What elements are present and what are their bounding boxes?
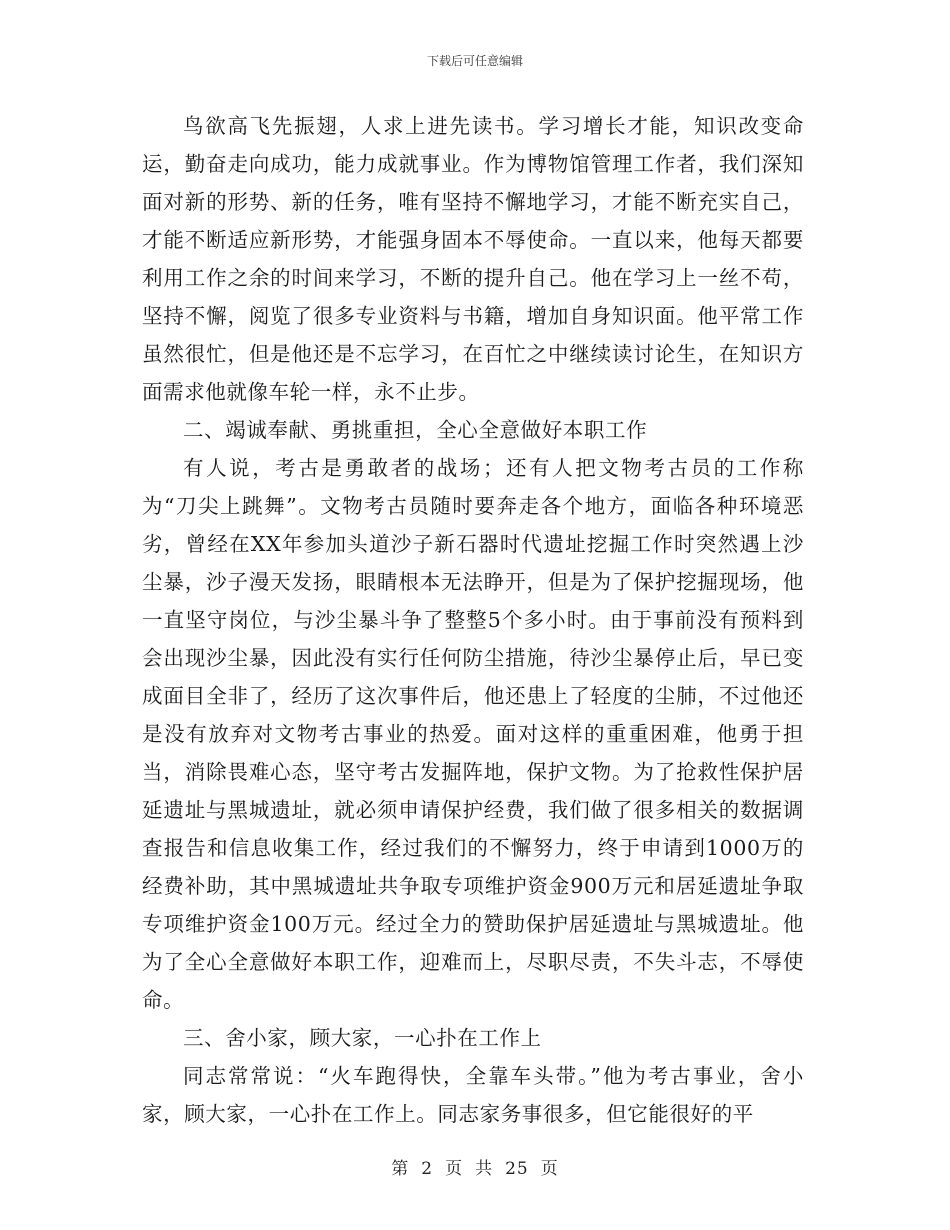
footer-total-prefix: 共	[475, 1159, 494, 1179]
page-footer	[0, 1154, 950, 1179]
footer-suffix: 页	[540, 1159, 559, 1179]
paragraph-family: 同志常常说：“火车跑得快，全靠车头带。”他为考古事业，舍小家，顾大家，一心扑在工作上。同志家务事很多，但它能很好的平	[142, 1064, 804, 1126]
page-header: 下载后可任意编辑	[426, 54, 523, 68]
paragraph-dedication: 有人说，考古是勇敢者的战场；还有人把文物考古员的工作称为“刀尖上跳舞”。文物考古员随时要奔走各个地方，面临各种环境恶劣，曾经在XX年参加头道沙子新石器时代遗址挖掘工作时突然遇上沙尘暴，沙子漫天发扬，眼睛根本无法睁开，但是为了保护挖掘现场，他一直坚守岗位，与沙尘暴斗争了整整5个多小时。由于事前没有预料到会出现沙尘暴，因此没有实行任何防尘措施，待沙尘暴停止后，早已变成面目全非了，经历了这次事件后，他还患上了轻度的尘肺，不过他还是没有放弃对文物考古事业的热爱。面对这样的重重困难，他勇于担当，消除畏难心态，坚守考古发掘阵地，保护文物。为了抢救性保护居延遗址与黑城遗址，就必须申请保护经费，我们做了很多相关的数据调查报告和信息收集工作，经过我们的不懈努力，终于申请到1000万的经费补助，其中黑城遗址共争取专项维护资金900万元和居延遗址争取专项维护资金100万元。经过全力的赞助保护居延遗址与黑城遗址。他为了全心全意做好本职工作，迎难而上，尽职尽责，不失斗志，不辱使命。	[142, 456, 804, 1012]
paragraph-study: 鸟欲高飞先振翅，人求上进先读书。学习增长才能，知识改变命运，勤奋走向成功，能力成就事业。作为博物馆管理工作者，我们深知面对新的形势、新的任务，唯有坚持不懈地学习，才能不断充实自己，才能不断适应新形势，才能强身固本不辱使命。一直以来，他每天都要利用工作之余的时间来学习，不断的提升自己。他在学习上一丝不苟，坚持不懈，阅览了很多专业资料与书籍，增加自身知识面。他平常工作虽然很忙，但是他还是不忘学习，在百忙之中继续读讨论生，在知识方面需求他就像车轮一样，永不止步。	[142, 114, 804, 404]
section-heading-2: 二、竭诚奉献、勇挑重担，全心全意做好本职工作	[183, 418, 648, 442]
footer-current-page: 2	[421, 1159, 434, 1179]
document-body	[142, 107, 804, 1133]
footer-total-pages: 25	[505, 1159, 529, 1179]
section-heading-3: 三、舍小家，顾大家，一心扑在工作上	[183, 1026, 542, 1050]
footer-page-word: 页	[445, 1159, 464, 1179]
footer-prefix: 第	[391, 1159, 410, 1179]
